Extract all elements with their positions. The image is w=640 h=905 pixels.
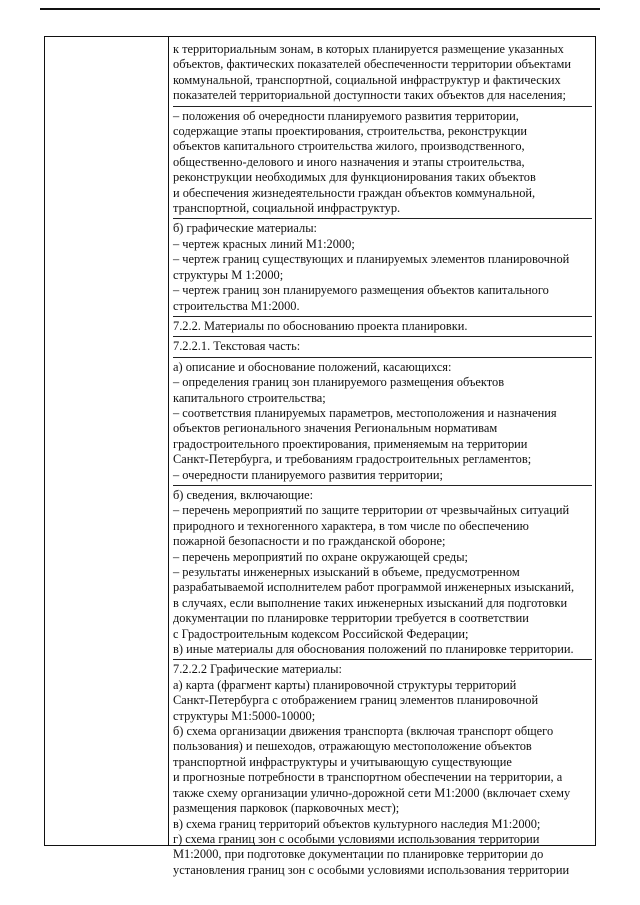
- text-line: содержащие этапы проектирования, строительства, реконструкции: [173, 124, 527, 139]
- text-line: – перечень мероприятий по защите территории от чрезвычайных ситуаций: [173, 503, 570, 518]
- text-line: с Градостроительным кодексом Российской Федерации;: [173, 626, 469, 641]
- text-line: Санкт-Петербурга с отображением границ элементов планировочной: [173, 693, 539, 708]
- text-line: пользования) и пешеходов, отражающую местоположение объектов: [173, 739, 532, 754]
- paragraph: [173, 41, 592, 107]
- text-line: показателей территориальной доступности таких объектов для населения;: [173, 88, 566, 103]
- text-line: 7.2.2.1. Текстовая часть:: [173, 339, 301, 354]
- text-line: реконструкции необходимых для функционирования таких объектов: [173, 170, 536, 185]
- text-line: – очередности планируемого развития территории;: [173, 467, 443, 482]
- paragraph: [173, 220, 592, 316]
- column-divider: [168, 37, 169, 845]
- text-line: – определения границ зон планируемого размещения объектов: [173, 375, 505, 390]
- paragraph: [173, 661, 592, 880]
- paragraph: [173, 359, 592, 486]
- document-table: [44, 36, 596, 877]
- text-line: градостроительного проектирования, применяемым на территории: [173, 436, 528, 451]
- text-line: а) описание и обоснование положений, касающихся:: [173, 359, 452, 374]
- text-line: – чертеж красных линий М1:2000;: [173, 236, 355, 251]
- text-line: г) схема границ зон с особыми условиями использования территории: [173, 831, 540, 846]
- text-line: – чертеж границ существующих и планируемых элементов планировочной: [173, 252, 570, 267]
- text-line: установления границ зон с особыми условиями использования территории: [173, 862, 570, 877]
- text-line: в) схема границ территорий объектов культурного наследия М1:2000;: [173, 816, 541, 831]
- text-line: Санкт-Петербурга, и требованиям градостроительных регламентов;: [173, 452, 532, 467]
- text-line: в случаях, если выполнение таких инженерных изысканий для подготовки: [173, 595, 568, 610]
- text-line: – перечень мероприятий по охране окружающей среды;: [173, 549, 468, 564]
- text-line: и обеспечения жизнедеятельности граждан объектов коммунальной,: [173, 185, 536, 200]
- text-line: общественно-делового и иного назначения и этапы строительства,: [173, 154, 525, 169]
- text-line: в) иные материалы для обоснования положений по планировке территории.: [173, 642, 574, 657]
- text-line: – соответствия планируемых параметров, местоположения и назначения: [173, 405, 557, 420]
- text-line: – результаты инженерных изысканий в объеме, предусмотренном: [173, 565, 520, 579]
- text-line: структуры М 1:2000;: [173, 267, 284, 282]
- text-line: М1:2000, при подготовке документации по планировке территории до: [173, 847, 544, 862]
- text-line: к территориальным зонам, в которых планируется размещение указанных: [173, 42, 564, 56]
- text-line: и прогнозные потребности в транспортном обеспечении на территории, а: [173, 770, 563, 785]
- paragraph: [173, 318, 592, 337]
- text-line: а) карта (фрагмент карты) планировочной структуры территорий: [173, 677, 517, 692]
- text-line: транспортной инфраструктуры и учитывающую существующие: [173, 754, 512, 769]
- text-line: – положения об очередности планируемого развития территории,: [173, 108, 519, 123]
- text-line: объектов регионального значения Региональным нормативам: [173, 421, 498, 436]
- text-line: транспортной, социальной инфраструктур.: [173, 201, 401, 216]
- paragraph: [173, 487, 592, 660]
- text-line: объектов, фактических показателей обеспеченности территории объектами: [173, 57, 571, 72]
- text-line: размещения парковок (парковочных мест);: [173, 801, 400, 816]
- text-line: природного и техногенного характера, в том числе по обеспечению: [173, 518, 529, 533]
- paragraph: [173, 338, 592, 357]
- text-line: – чертеж границ зон планируемого размещения объектов капитального: [173, 283, 549, 298]
- top-rule: [40, 8, 600, 10]
- text-line: структуры М1:5000-10000;: [173, 708, 316, 723]
- text-line: капитального строительства;: [173, 390, 326, 405]
- text-line: документации по планировке территории требуется в соответствии: [173, 611, 529, 626]
- text-line: строительства М1:2000.: [173, 298, 300, 313]
- text-line: коммунальной, транспортной, социальной инфраструктур и фактических: [173, 72, 561, 87]
- text-column: [173, 41, 592, 880]
- text-line: также схему организации улично-дорожной сети М1:2000 (включает схему: [173, 785, 571, 800]
- text-line: б) схема организации движения транспорта (включая транспорт общего: [173, 724, 554, 739]
- text-line: 7.2.2.2 Графические материалы:: [173, 662, 342, 677]
- text-line: 7.2.2. Материалы по обоснованию проекта планировки.: [173, 318, 468, 333]
- text-line: б) графические материалы:: [173, 221, 317, 236]
- text-line: пожарной безопасности и по гражданской обороне;: [173, 534, 446, 549]
- text-line: разрабатываемой исполнителем работ программой инженерных изысканий,: [173, 580, 575, 595]
- text-line: объектов капитального строительства жилого, производственного,: [173, 139, 525, 154]
- paragraph: [173, 108, 592, 220]
- text-line: б) сведения, включающие:: [173, 487, 314, 502]
